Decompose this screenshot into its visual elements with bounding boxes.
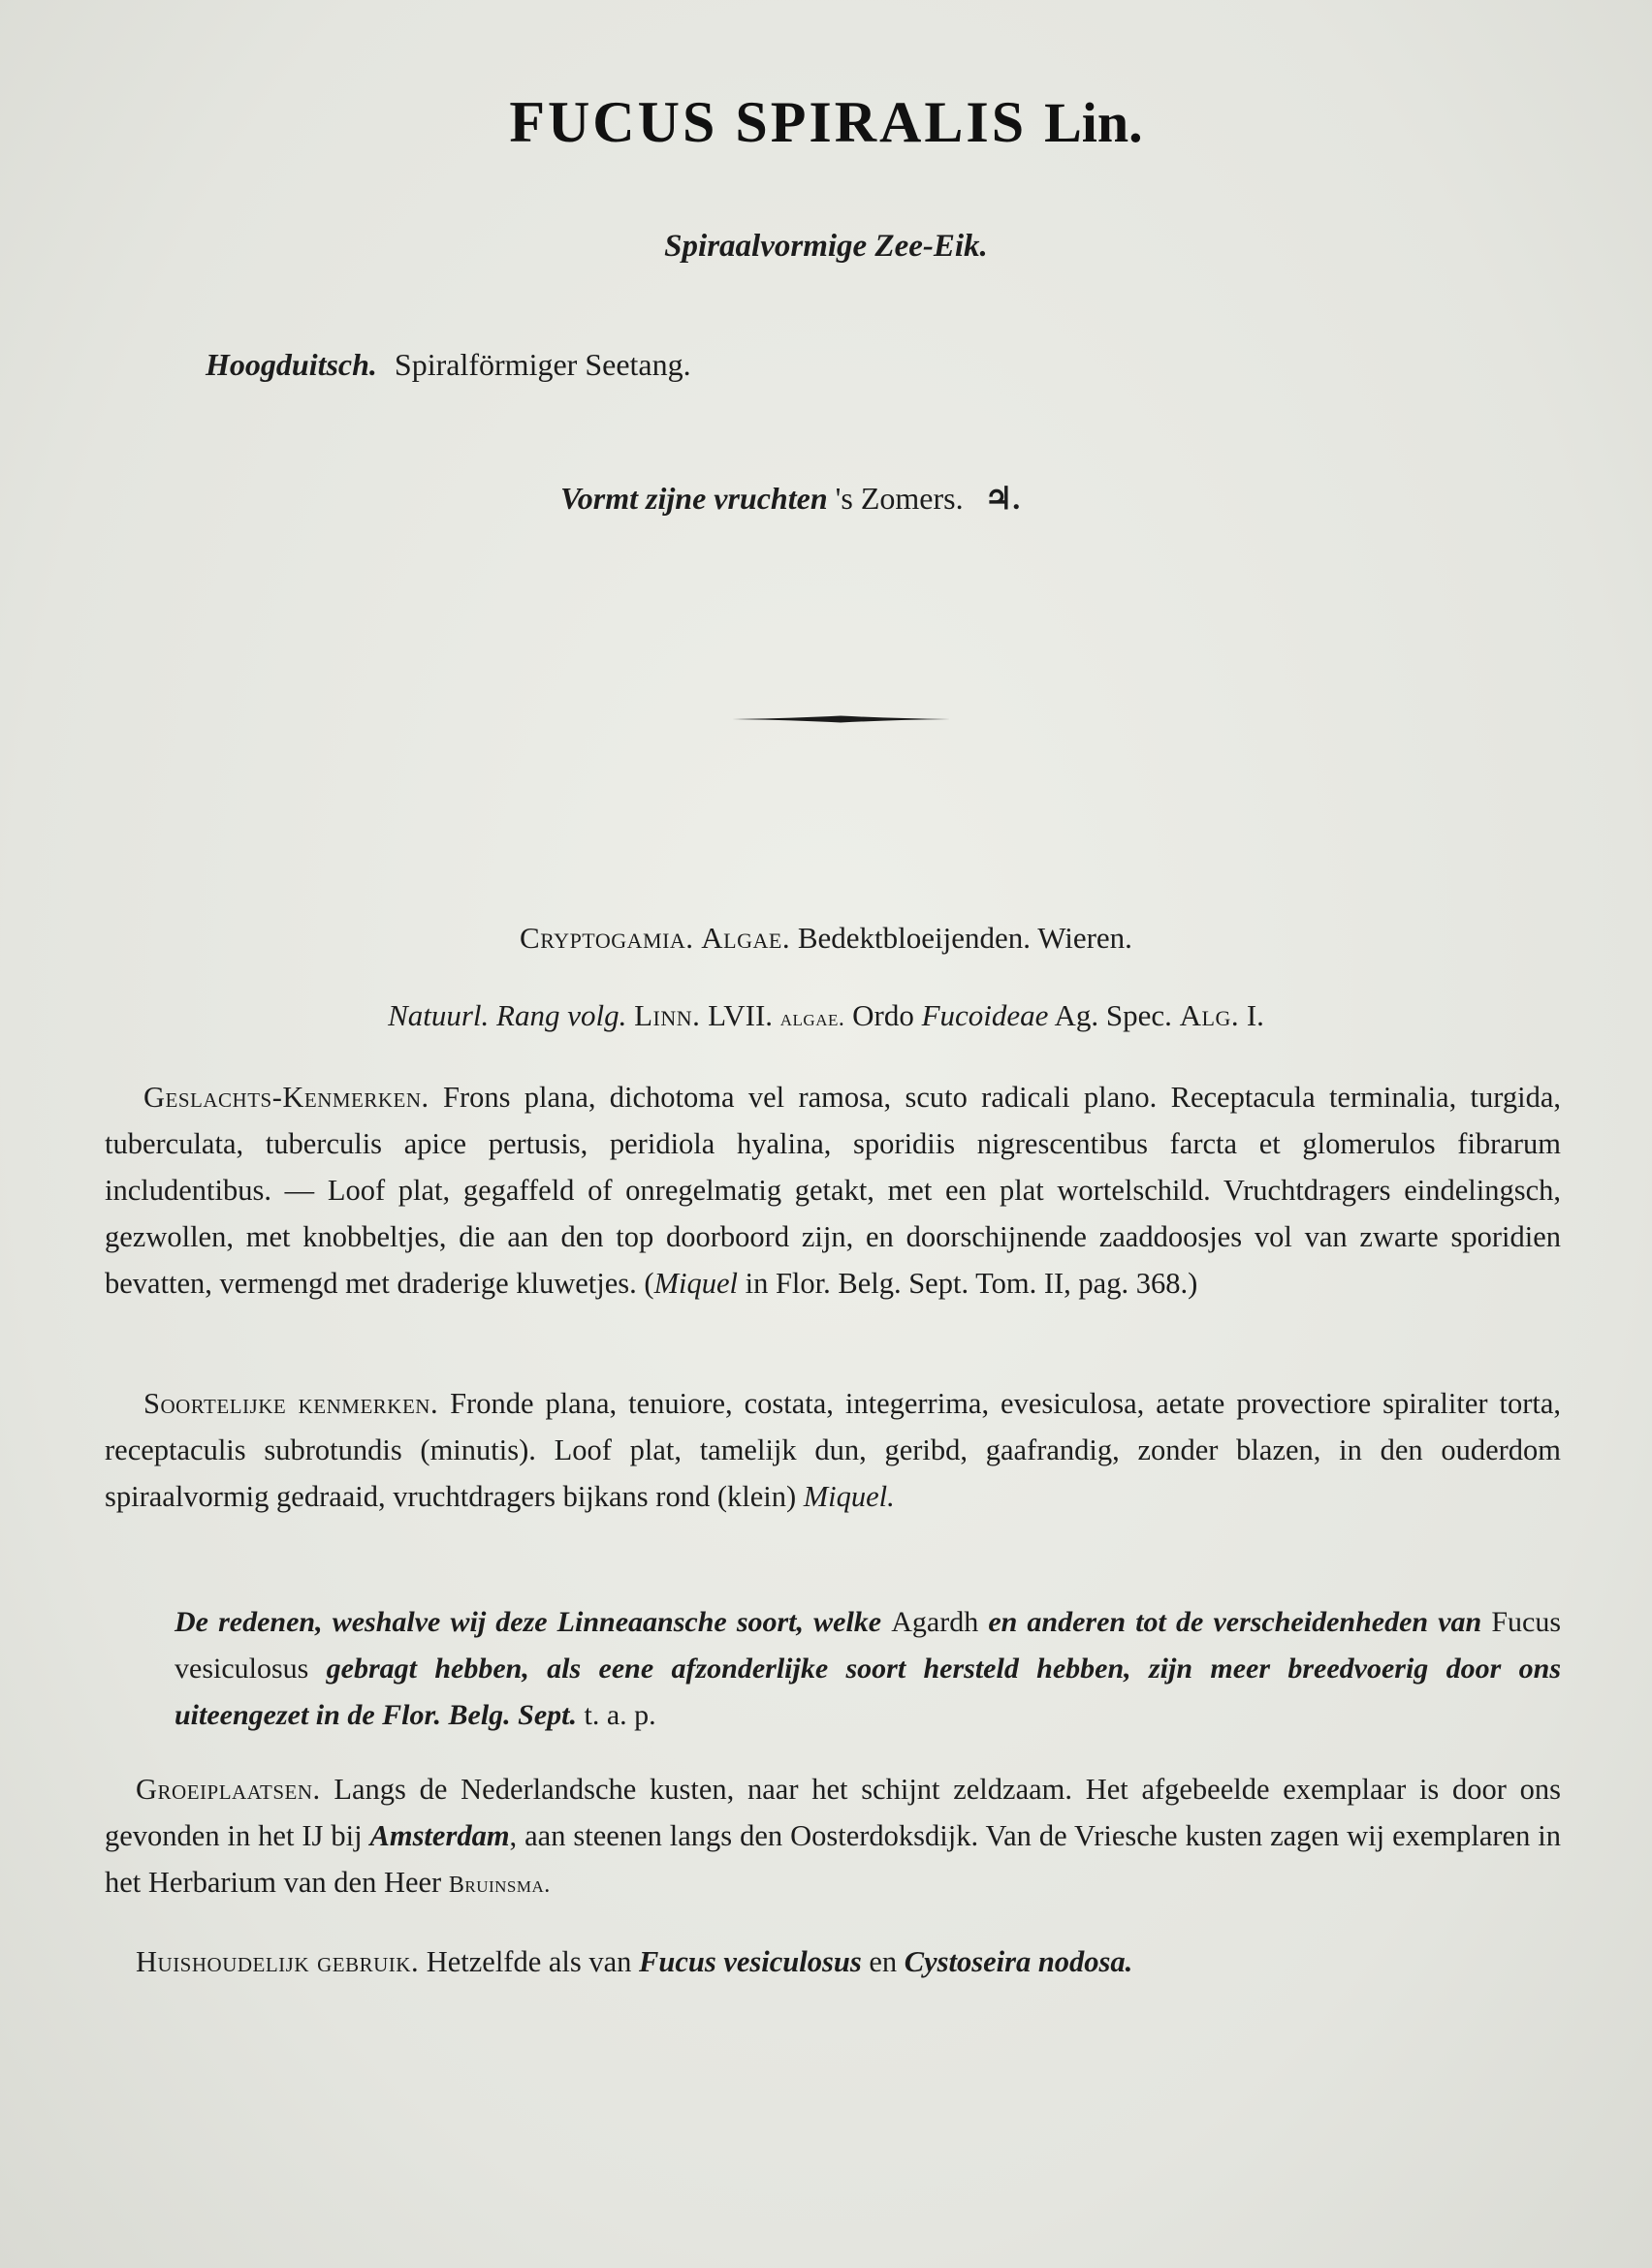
- use-text-1: Hetzelfde als van: [426, 1945, 640, 1978]
- german-name-line: [206, 347, 691, 383]
- species-author: Lin.: [1044, 91, 1143, 154]
- note-tap: t. a. p.: [577, 1699, 656, 1731]
- genus-ref-rest: in Flor. Belg. Sept. Tom. II, pag. 368.): [737, 1267, 1198, 1300]
- habitat-text-2: , aan steenen langs den Oosterdoksdijk. Van de Vriesche kusten zagen wij exemplaren in het Herbarium van den Heer: [105, 1819, 1561, 1899]
- dutch-name: Spiraalvormige Zee-Eik.: [664, 229, 988, 264]
- rank-algae: algae.: [779, 1006, 845, 1031]
- class-algae: Algae.: [701, 921, 791, 955]
- habitat-text-1: Langs de Nederlandsche kusten, naar het schijnt zeldzaam. Het afgebeelde exemplaar is door ons gevonden in het IJ bij: [105, 1773, 1561, 1852]
- note-text-2: en anderen tot de verscheidenheden van: [978, 1606, 1492, 1638]
- note-text-3: gebragt hebben, als eene afzonderlijke soort hersteld hebben, zijn meer breedvoerig door ons uiteengezet in de Flor. Belg. Sept.: [175, 1653, 1561, 1731]
- genus-ref-author: Miquel: [653, 1267, 738, 1300]
- page-title: [0, 89, 1652, 156]
- rank-ordo: Ordo: [852, 998, 914, 1032]
- habitat-place: Amsterdam: [369, 1819, 510, 1852]
- genus-dutch-text: Loof plat, gegaffeld of onregelmatig getakt, met een plat wortelschild. Vruchtdragers eindelingsch, gezwollen, met knobbeltjes, die aan den top doorboord zijn, en doorschijnende zaaddoosjes vol van zwarte sporidien bevatten, vermengd met draderige kluwetjes. (: [105, 1174, 1561, 1300]
- species-characters: [105, 1380, 1561, 1520]
- genus-characters: [105, 1074, 1561, 1307]
- genus-heading: Geslachts-Kenmerken.: [143, 1081, 429, 1114]
- use-text-2: en: [861, 1945, 905, 1978]
- fruiting-text: Vormt zijne vruchten: [560, 481, 828, 516]
- class-dutch: Bedektbloeijenden. Wieren.: [797, 921, 1132, 955]
- perennial-symbol: ♃.: [984, 481, 1021, 516]
- fruiting-season: 's Zomers.: [835, 481, 964, 516]
- species-text: Fronde plana, tenuiore, costata, integerrima, evesiculosa, aetate provectiore spiraliter torta, receptaculis subrotundis (minutis). Loof plat, tamelijk dun, geribd, gaafrandig, zonder blazen, in den ouderdom spiraalvormig gedraaid, vruchtdragers bijkans rond (klein): [105, 1387, 1561, 1513]
- fruiting-line: [560, 480, 1020, 517]
- note-fucus: Fucus vesiculosus: [175, 1606, 1561, 1685]
- use-species-2: Cystoseira nodosa.: [904, 1945, 1133, 1978]
- note-agardh: Agardh: [891, 1606, 979, 1638]
- divider-rule: [732, 715, 950, 723]
- class-cryptogamia: Cryptogamia.: [520, 921, 694, 955]
- rank-number: LVII.: [708, 998, 774, 1032]
- habitat-person: Bruinsma.: [448, 1873, 551, 1898]
- rank-alg: Alg.: [1179, 998, 1240, 1032]
- classification-line: [0, 921, 1652, 956]
- genus-latin-text: Frons plana, dichotoma vel ramosa, scuto radicali plano. Receptacula terminalia, turgida, tuberculata, tuberculis apice pertusis, peridiola hyalina, sporidiis nigrescentibus farcta et glomerulos fibrarum includentibus. —: [105, 1081, 1562, 1207]
- use-heading: Huishoudelijk gebruik.: [136, 1945, 420, 1978]
- species-heading: Soortelijke kenmerken.: [143, 1387, 439, 1420]
- note-text-1: De redenen, weshalve wij deze Linneaansche soort, welke: [175, 1606, 892, 1638]
- german-name: Spiralförmiger Seetang.: [394, 347, 691, 382]
- rank-roman: I.: [1246, 998, 1264, 1032]
- use-paragraph: [105, 1938, 1561, 1985]
- use-species-1: Fucus vesiculosus: [639, 1945, 862, 1978]
- rank-order-name: Fucoideae: [921, 998, 1049, 1032]
- rank-label: Natuurl. Rang volg.: [388, 998, 627, 1032]
- rank-ag-spec: Ag. Spec.: [1054, 998, 1172, 1032]
- note-paragraph: [175, 1599, 1561, 1739]
- rank-line: [0, 998, 1652, 1033]
- german-label: Hoogduitsch.: [206, 347, 377, 382]
- species-name: FUCUS SPIRALIS: [509, 90, 1028, 154]
- species-ref-author: Miquel.: [803, 1480, 895, 1513]
- rank-linn: Linn.: [634, 998, 701, 1032]
- habitat-paragraph: [105, 1766, 1561, 1908]
- habitat-heading: Groeiplaatsen.: [136, 1773, 321, 1806]
